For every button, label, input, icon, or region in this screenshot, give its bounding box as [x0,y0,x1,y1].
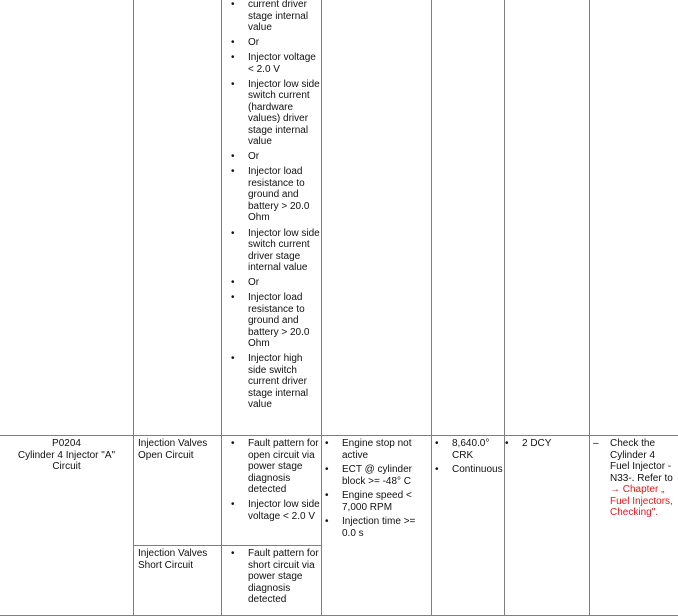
list-item: • Fault pattern for open circuit via power stage diagnosis detected [248,438,321,496]
action-text: Check the Cylinder 4 Fuel Injector - N33-. Refer to [610,438,673,484]
condition-list [222,0,321,411]
condition-list [222,546,321,606]
list-item: • Injector high side switch current driver stage internal value [248,353,321,411]
malfunction-cell-empty [134,0,222,436]
dtc-code-cell [0,436,134,616]
list-item [610,438,676,519]
list-item: • 2 DCY [522,438,587,450]
list-item: • Injector low side switch current driver stage internal value [248,228,321,274]
list-item: • Fault pattern for short circuit via power stage diagnosis detected [248,548,321,606]
action-list [590,436,678,519]
time-cell [432,436,505,616]
time-cell-empty [432,0,505,436]
chapter-link[interactable]: → Chapter „ Fuel Injectors, Checking". [610,484,673,518]
malfunction-label: Injection Valves Short Circuit [138,548,217,571]
mil-cell-empty [505,0,590,436]
malfunction-cell [134,546,222,616]
list-item: • Or [248,37,321,49]
list-item: • Injection time >= 0.0 s [342,516,429,539]
malfunction-cell [134,436,222,546]
condition-cell [222,436,322,546]
list-item: • Injector low side switch current (hardware values) driver stage internal value [248,79,321,148]
list-item: • Engine speed < 7,000 RPM [342,490,429,513]
mil-cell [505,436,590,616]
malfunction-label: Injection Valves Open Circuit [138,438,217,461]
list-item: • Injector load resistance to ground and battery > 20.0 Ohm [248,292,321,350]
list-item: • 8,640.0° CRK [452,438,502,461]
enable-conditions-list [322,436,431,539]
list-item: • Engine stop not active [342,438,429,461]
condition-cell [222,0,322,436]
action-cell [590,436,678,616]
enable-conditions-cell [322,436,432,616]
list-item: • current driver stage internal value [248,0,321,34]
list-item: • Continuous [452,464,502,476]
list-item: • Or [248,151,321,163]
list-item: • Injector low side voltage < 2.0 V [248,499,321,522]
mil-list [505,436,589,450]
condition-cell [222,546,322,616]
dtc-code: P0204 [4,438,129,450]
condition-list [222,436,321,522]
action-cell-empty [590,0,678,436]
dtc-code-cell-empty [0,0,134,436]
enable-conditions-cell-empty [322,0,432,436]
list-item: • ECT @ cylinder block >= -48° C [342,464,429,487]
list-item: • Injector voltage < 2.0 V [248,52,321,75]
time-list [432,436,504,476]
list-item: • Injector load resistance to ground and battery > 20.0 Ohm [248,166,321,224]
table-row [0,436,678,546]
dtc-description: Cylinder 4 Injector "A" Circuit [4,450,129,473]
list-item: • Or [248,277,321,289]
